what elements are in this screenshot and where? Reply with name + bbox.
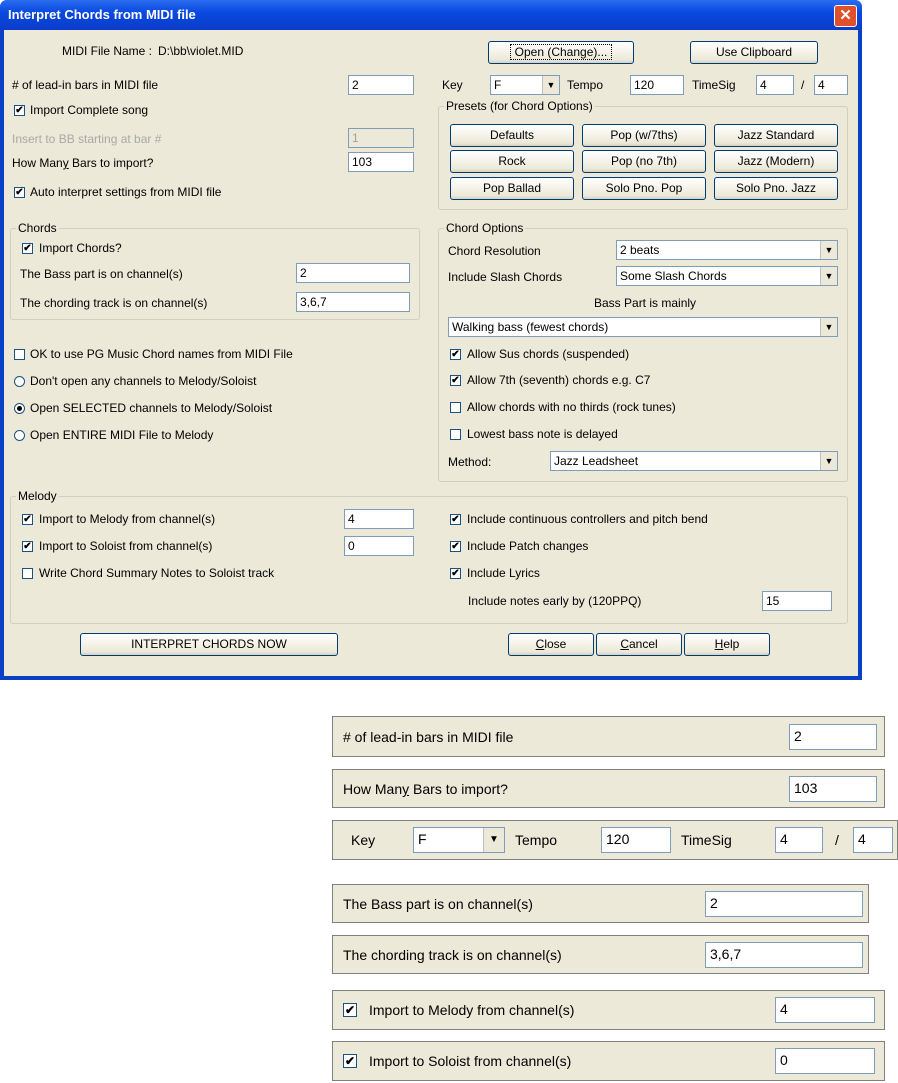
zoom-chording-strip (332, 935, 869, 974)
auto-interpret-label: Auto interpret settings from MIDI file (30, 185, 222, 199)
zoom-tempo-label: Tempo (515, 832, 558, 848)
zoom-timesig-label: TimeSig (681, 832, 732, 848)
zoom-lead-in-strip (332, 716, 885, 757)
slash-chords-select[interactable] (616, 266, 838, 286)
chevron-down-icon[interactable]: ▼ (820, 318, 837, 336)
timesig-numerator-field[interactable]: 4 (756, 75, 794, 95)
pg-chord-names-label: OK to use PG Music Chord names from MIDI File (30, 347, 293, 361)
help-button[interactable]: Help (684, 633, 770, 656)
zoom-import-soloist-checkbox[interactable]: ✔ (344, 1054, 356, 1068)
open-change-label: Open (Change)... (510, 44, 613, 60)
chevron-down-icon[interactable]: ▼ (542, 76, 559, 94)
lead-in-field[interactable]: 2 (348, 75, 414, 95)
timesig-separator: / (801, 78, 805, 92)
dialog-client (4, 30, 858, 676)
bass-mainly-label: Bass Part is mainly (594, 296, 697, 310)
open-entire-radio[interactable] (14, 430, 25, 441)
zoom-how-many-label: How Many Bars to import? (343, 781, 508, 797)
zoom-key-label: Key (351, 832, 376, 848)
midi-file-name: D:\bb\violet.MID (158, 44, 244, 58)
allow-sus-checkbox[interactable]: ✔ (451, 349, 460, 360)
chevron-down-icon[interactable]: ▼ (483, 828, 504, 852)
lyrics-label: Include Lyrics (467, 566, 540, 580)
zoom-import-melody-field[interactable]: 4 (775, 997, 875, 1023)
preset-solo-pno-jazz-button[interactable]: Solo Pno. Jazz (714, 177, 838, 200)
method-label: Method: (448, 455, 492, 469)
cancel-button[interactable]: Cancel (596, 633, 682, 656)
chevron-down-icon[interactable]: ▼ (820, 241, 837, 259)
pg-chord-names-checkbox[interactable] (14, 349, 25, 360)
how-many-bars-field[interactable]: 103 (348, 152, 414, 172)
insert-bar-field[interactable]: 1 (348, 128, 414, 148)
bass-mainly-value: Walking bass (fewest chords) (452, 320, 609, 334)
write-summary-checkbox[interactable] (22, 568, 33, 579)
lowest-bass-delayed-checkbox[interactable] (450, 429, 461, 440)
open-change-button[interactable] (488, 41, 634, 64)
method-select[interactable] (550, 451, 838, 471)
key-label: Key (442, 78, 463, 92)
zoom-timesig-numerator-field[interactable]: 4 (775, 827, 823, 853)
zoom-timesig-separator: / (835, 832, 839, 848)
close-window-button[interactable]: ✕ (834, 5, 857, 27)
key-value: F (494, 78, 502, 92)
auto-interpret-checkbox[interactable]: ✔ (15, 187, 24, 198)
import-melody-field[interactable]: 4 (344, 509, 414, 529)
import-melody-label: Import to Melody from channel(s) (39, 512, 216, 526)
import-melody-checkbox[interactable]: ✔ (23, 514, 32, 525)
open-entire-label: Open ENTIRE MIDI File to Melody (30, 428, 214, 442)
chord-resolution-label: Chord Resolution (448, 244, 541, 258)
zoom-import-soloist-field[interactable]: 0 (775, 1048, 875, 1074)
slash-chords-label: Include Slash Chords (448, 270, 563, 284)
zoom-timesig-denominator-field[interactable]: 4 (853, 827, 893, 853)
preset-pop-7ths-button[interactable]: Pop (w/7ths) (582, 124, 706, 147)
bass-mainly-select[interactable] (448, 317, 838, 337)
controllers-checkbox[interactable]: ✔ (451, 514, 460, 525)
lyrics-checkbox[interactable]: ✔ (451, 568, 460, 579)
zoom-soloist-strip (332, 1041, 885, 1081)
bass-channel-field[interactable]: 2 (296, 263, 410, 283)
zoom-key-select[interactable] (413, 827, 505, 853)
interpret-chords-now-button[interactable]: INTERPRET CHORDS NOW (80, 633, 338, 656)
radio-selected-dot (17, 406, 22, 411)
use-clipboard-button[interactable]: Use Clipboard (690, 41, 818, 64)
chord-resolution-value: 2 beats (620, 243, 660, 257)
dont-open-label: Don't open any channels to Melody/Soloist (30, 374, 257, 388)
insert-bar-label: Insert to BB starting at bar # (12, 132, 162, 146)
chording-channel-label: The chording track is on channel(s) (20, 296, 208, 310)
import-complete-label: Import Complete song (30, 103, 149, 117)
allow-7th-label: Allow 7th (seventh) chords e.g. C7 (467, 373, 651, 387)
chord-options-group-label: Chord Options (446, 221, 524, 235)
window-title: Interpret Chords from MIDI file (8, 7, 196, 22)
how-many-bars-label: How Many Bars to import? (12, 156, 154, 170)
timesig-denominator-field[interactable]: 4 (814, 75, 848, 95)
zoom-bass-field[interactable]: 2 (705, 891, 863, 917)
patch-changes-checkbox[interactable]: ✔ (451, 541, 460, 552)
chording-channel-field[interactable]: 3,6,7 (296, 292, 410, 312)
preset-jazz-modern-button[interactable]: Jazz (Modern) (714, 150, 838, 173)
midi-file-label: MIDI File Name : (62, 44, 153, 58)
chord-resolution-select[interactable] (616, 240, 838, 260)
lowest-bass-delayed-label: Lowest bass note is delayed (467, 427, 618, 441)
import-chords-checkbox[interactable]: ✔ (23, 243, 32, 254)
zoom-chording-field[interactable]: 3,6,7 (705, 942, 863, 968)
preset-rock-button[interactable]: Rock (450, 150, 574, 173)
import-soloist-field[interactable]: 0 (344, 536, 414, 556)
patch-changes-label: Include Patch changes (467, 539, 589, 553)
zoom-import-melody-checkbox[interactable]: ✔ (344, 1003, 356, 1017)
zoom-bass-strip (332, 884, 869, 923)
controllers-label: Include continuous controllers and pitch bend (467, 512, 708, 526)
zoom-how-many-field[interactable]: 103 (789, 776, 877, 802)
chords-group-label: Chords (18, 221, 57, 235)
import-complete-checkbox[interactable]: ✔ (15, 105, 24, 116)
zoom-tempo-field[interactable]: 120 (601, 827, 671, 853)
title-bar[interactable] (0, 0, 862, 30)
zoom-chording-label: The chording track is on channel(s) (343, 947, 562, 963)
dont-open-radio[interactable] (14, 376, 25, 387)
tempo-label: Tempo (567, 78, 604, 92)
bass-channel-label: The Bass part is on channel(s) (20, 267, 183, 281)
lead-in-label: # of lead-in bars in MIDI file (12, 78, 159, 92)
zoom-key-tempo-strip (332, 820, 898, 860)
preset-defaults-button[interactable]: Defaults (450, 124, 574, 147)
allow-sus-label: Allow Sus chords (suspended) (467, 347, 630, 361)
preset-solo-pno-pop-button[interactable]: Solo Pno. Pop (582, 177, 706, 200)
write-summary-label: Write Chord Summary Notes to Soloist track (39, 566, 275, 580)
preset-pop-no7th-button[interactable]: Pop (no 7th) (582, 150, 706, 173)
melody-group-label: Melody (18, 489, 57, 503)
presets-group-label: Presets (for Chord Options) (446, 99, 593, 113)
zoom-key-value: F (418, 831, 427, 847)
zoom-import-melody-label: Import to Melody from channel(s) (369, 1002, 575, 1018)
import-soloist-checkbox[interactable]: ✔ (23, 541, 32, 552)
preset-pop-ballad-button[interactable]: Pop Ballad (450, 177, 574, 200)
import-chords-label: Import Chords? (39, 241, 122, 255)
tempo-field[interactable]: 120 (630, 75, 684, 95)
chevron-down-icon[interactable]: ▼ (820, 452, 837, 470)
close-button[interactable]: Close (508, 633, 594, 656)
timesig-label: TimeSig (692, 78, 736, 92)
allow-no-thirds-label: Allow chords with no thirds (rock tunes) (467, 400, 676, 414)
key-select[interactable] (490, 75, 560, 95)
zoom-bass-label: The Bass part is on channel(s) (343, 896, 533, 912)
allow-7th-checkbox[interactable]: ✔ (451, 375, 460, 386)
slash-chords-value: Some Slash Chords (620, 269, 727, 283)
allow-no-thirds-checkbox[interactable] (450, 402, 461, 413)
open-selected-label: Open SELECTED channels to Melody/Soloist (30, 401, 273, 415)
preset-jazz-standard-button[interactable]: Jazz Standard (714, 124, 838, 147)
notes-early-label: Include notes early by (120PPQ) (468, 594, 642, 608)
zoom-lead-in-label: # of lead-in bars in MIDI file (343, 729, 514, 745)
open-selected-radio[interactable] (14, 403, 25, 414)
zoom-import-soloist-label: Import to Soloist from channel(s) (369, 1053, 572, 1069)
notes-early-field[interactable]: 15 (762, 591, 832, 611)
chevron-down-icon[interactable]: ▼ (820, 267, 837, 285)
zoom-melody-strip (332, 990, 885, 1030)
zoom-lead-in-field[interactable]: 2 (789, 724, 877, 750)
zoom-how-many-strip (332, 769, 885, 808)
import-soloist-label: Import to Soloist from channel(s) (39, 539, 213, 553)
method-value: Jazz Leadsheet (554, 454, 639, 468)
